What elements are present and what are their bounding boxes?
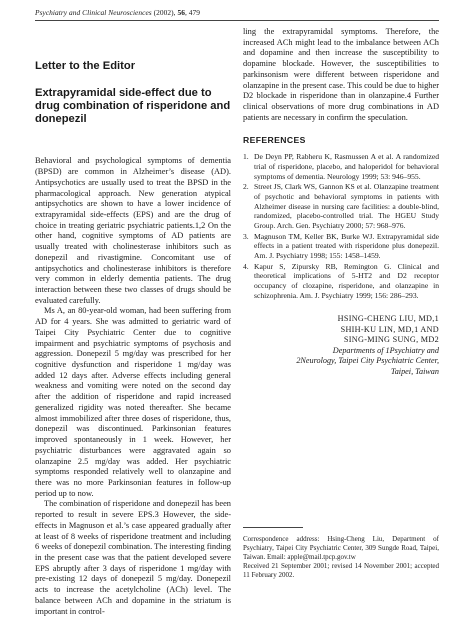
reference-text: Kapur S, Zipursky RB, Remington G. Clinical and theoretical implications of 5-HT2 and D2 receptor occupancy of clozapine, risperidone, and olanzapine in schizophrenia. Am. J. Psychiatry 1999; 156: 286–293. xyxy=(254,261,439,300)
reference-item xyxy=(243,182,439,230)
section-heading: Letter to the Editor xyxy=(35,60,136,72)
reference-number: 1. xyxy=(243,152,249,162)
right-column xyxy=(243,27,439,377)
journal-volume: 56 xyxy=(177,8,185,17)
reference-text: De Deyn PP, Rabheru K, Rasmussen A et al. A randomized trial of risperidone, placebo, and haloperidol for behavioral symptoms of dementia. Neurology 1999; 53: 946–955. xyxy=(254,152,439,181)
author-name: SING-MING SUNG, MD2 xyxy=(343,335,439,345)
reference-list xyxy=(243,152,439,300)
journal-name: Psychiatry and Clinical Neurosciences xyxy=(35,8,152,17)
reference-item xyxy=(243,262,439,301)
author-signature-block xyxy=(243,314,439,377)
reference-number: 2. xyxy=(243,182,249,192)
reference-item xyxy=(243,152,439,181)
journal-year: (2002), xyxy=(153,8,176,17)
reference-number: 4. xyxy=(243,261,249,271)
footnote-rule xyxy=(243,527,303,528)
page-range: , 479 xyxy=(184,8,200,17)
references-heading: REFERENCES xyxy=(243,135,306,146)
author-name: SHIH-KU LIN, MD,1 AND xyxy=(340,324,439,334)
body-paragraph-2: Ms A, an 80-year-old woman, had been suffering from AD for 4 years. She was admitted to geriatric ward of Taipei City Psychiatric Center due to cognitive impairment and psychiatric symptoms of psychosis and aggression. Donepezil 5 mg/day was prescribed for her cognitive dysfunction and risperidone 1 mg/day was added 12 days after. Adverse effects including general weakness and vomiting were noted on the second day after the addition of risperidone and rapid increased generalized rigidity was noted thereafter. She became almost immobilized after three doses of risperidone, thus, donepezil was discontinued. Parkinsonian features improved spontaneously in 1 week. However, her psychiatric disturbances were aggravated again so olanzapine 2.5 mg/day was added. Her psychiatric symptoms responded relatively well to olanzapine and there was no more Parkinsonian features in follow-up period up to now. xyxy=(35,306,231,498)
reference-text: Street JS, Clark WS, Gannon KS et al. Olanzapine treatment of psychotic and behavioral symptoms in patients with Alzheimer disease in nursing care facilities: a double-blind, randomized, placebo-controlled trial. The HGEU Study Group. Arch. Gen. Psychiatry 2000; 57: 968–976. xyxy=(254,182,439,231)
received-dates: Received 21 September 2001; revised 14 November 2001; accepted 11 February 2002. xyxy=(243,562,439,580)
affiliation-line: 2Neurology, Taipei City Psychiatric Center, xyxy=(296,356,439,366)
footnote-block xyxy=(243,527,439,580)
reference-item xyxy=(243,232,439,261)
author-name: HSING-CHENG LIU, MD,1 xyxy=(337,314,439,324)
correspondence-note: Correspondence address: Hsing-Cheng Liu, Department of Psychiatry, Taipei City Psychiatric Center, 309 Sungde Road, Taipei, Taiwan. Email: apple@mail.tpcp.gov.tw xyxy=(243,535,439,562)
left-column xyxy=(35,60,231,617)
header-rule xyxy=(35,20,439,21)
reference-text: Magnuson TM, Keller BK, Burke WJ. Extrapyramidal side effects in a patient treated with risperidone plus donepezil. Am. J. Psychiatry 1998; 155: 1458–1459. xyxy=(254,231,439,261)
affiliation-line: Departments of 1Psychiatry and xyxy=(332,345,439,355)
body-paragraph-continued: ling the extrapyramidal symptoms. Therefore, the increased ACh might lead to the imbalance between ACh and dopamine and then increase the susceptibility to dopamine blockade. However, the susceptibilities to parkinsonism were different between risperidone and olanzapine in the present case. This could be due to higher D2 blockade in risperidone than in olanzapine.4 Further clinical observations of more drug combinations in AD patients are necessary in confirm the speculation. xyxy=(243,27,439,122)
body-paragraph-1: Behavioral and psychological symptoms of dementia (BPSD) are common in Alzheimer’s disease (AD). Antipsychotics are usually used to treat the BPSD in the pharmacological approach. New generation atypical antipsychotics are shown to have a lower incidence of extrapyramidal side-effects (EPS) and are the drug of choice in treating geriatric psychiatric patients.1,2 On the other hand, cognitive symptoms of AD patients are usually treated with cholinesterase inhibitors such as donepezil and rivastigmine. Concomitant use of antipsychotics and cholinesterase inhibitors is therefore very common in elderly dementia patients. The drug interaction between these two classes of drugs should be evaluated carefully. xyxy=(35,156,231,305)
reference-number: 3. xyxy=(243,231,249,241)
body-paragraph-3: The combination of risperidone and donepezil has been reported to result in severe EPS.3 However, the side-effects in Magnuson et al.’s case appeared gradually after at least of 8 weeks of risperidone treatment and including 6 weeks of donepezil combination. The interesting finding in the present case was that the patient developed severe EPS abruptly after 3 days of risperidone 1 mg/day with pre-existing 12 days of donepezil 5 mg/day. Donepezil acts to increase the acetylcholine (ACh) level. The balance between ACh and dopamine in the striatum is important in control- xyxy=(35,499,231,616)
affiliation-line: Taipei, Taiwan xyxy=(390,366,439,376)
running-header xyxy=(35,8,200,17)
article-title: Extrapyramidal side-effect due to drug combination of risperidone and donepezil xyxy=(35,87,231,125)
